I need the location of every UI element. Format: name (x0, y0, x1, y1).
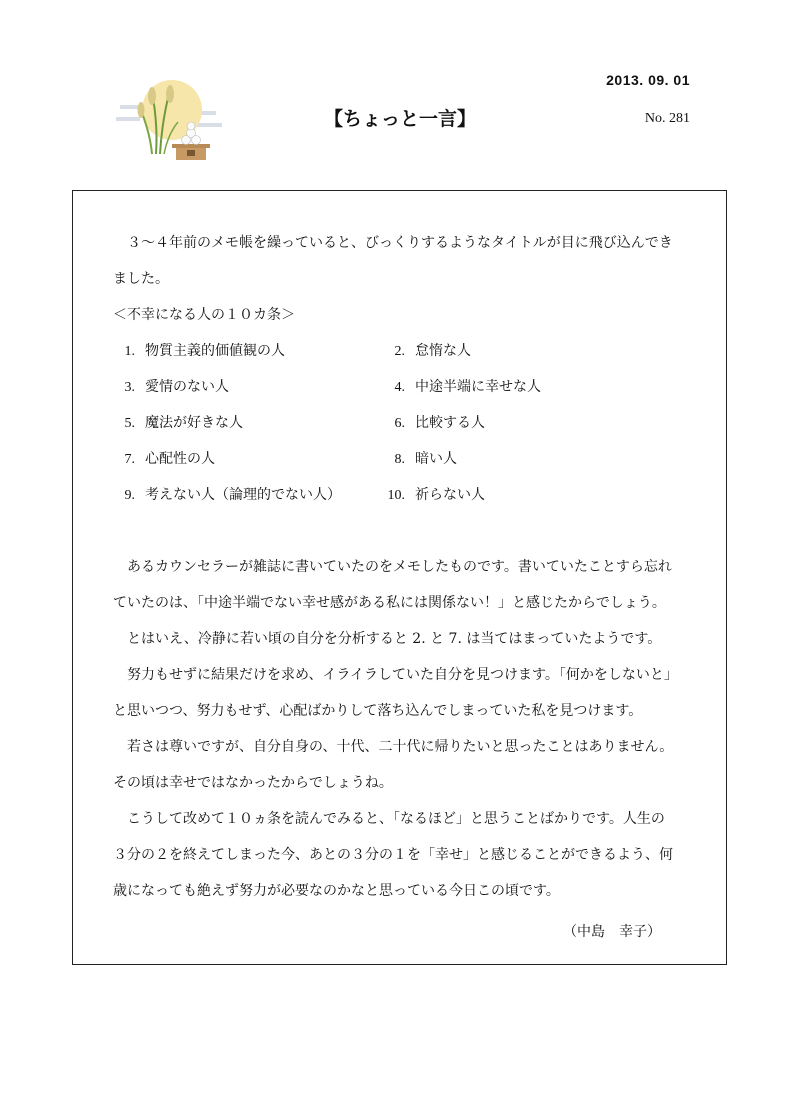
body-line: 若さは尊いですが、自分自身の、十代、二十代に帰りたいと思ったことはありません。 (113, 739, 674, 755)
list-item-number: 4. (394, 380, 405, 395)
body-line: ていたのは、「中途半端でない幸せ感がある私には関係ない！」と感じたからでしょう。 (113, 595, 666, 611)
list-item-text: 考えない人（論理的でない人） (145, 487, 341, 503)
body-line: と思いつつ、努力もせず、心配ばかりして落ち込んでしまっていた私を見つけます。 (113, 703, 643, 719)
body-line: 歳になっても絶えず努力が必要なのかなと思っている今日この頃です。 (113, 883, 560, 899)
intro-line-1: ３～４年前のメモ帳を繰っていると、びっくりするようなタイトルが目に飛び込んでき (113, 235, 673, 251)
moon-pampas-illustration (116, 78, 226, 160)
body-line: ３分の２を終えてしまった今、あとの３分の１を「幸せ」と感じることができるよう、何 (113, 847, 673, 863)
list-item-number: 3. (124, 380, 135, 395)
list-item-number: 7. (124, 452, 135, 467)
list-item-number: 6. (394, 416, 405, 431)
list-item (103, 377, 229, 398)
list-item (373, 449, 457, 470)
list-item-text: 中途半端に幸せな人 (415, 379, 541, 395)
list-item-text: 愛情のない人 (145, 379, 229, 395)
list-item-text: 物質主義的価値観の人 (145, 343, 285, 359)
list-item (373, 413, 485, 434)
article-box (72, 190, 727, 965)
list-item-text: 心配性の人 (145, 451, 215, 467)
page-title: 【ちょっと一言】 (323, 108, 476, 130)
body-line: あるカウンセラーが雑誌に書いていたのをメモしたものです。書いていたことすら忘れ (113, 559, 672, 575)
list-item-number: 8. (394, 452, 405, 467)
list-item (103, 485, 341, 506)
body-line: とはいえ、冷静に若い頃の自分を分析すると 2. と 7. は当てはまっていたようです。 (113, 631, 662, 647)
list-item (373, 485, 485, 506)
intro-line-2: ました。 (113, 271, 169, 287)
list-item-number: 1. (124, 344, 135, 359)
list-item (103, 449, 215, 470)
list-item (103, 341, 285, 362)
list-title: ＜不幸になる人の１０カ条＞ (113, 307, 295, 323)
list-item-text: 比較する人 (415, 415, 485, 431)
list-item-number: 10. (387, 488, 405, 503)
list-item-text: 怠惰な人 (415, 343, 471, 359)
body-line: こうして改めて１０ヵ条を読んでみると、「なるほど」と思うことばかりです。人生の (113, 811, 665, 827)
list-item (103, 413, 243, 434)
body-line: その頃は幸せではなかったからでしょうね。 (113, 775, 393, 791)
list-item-text: 祈らない人 (415, 487, 485, 503)
list-item-number: 9. (124, 488, 135, 503)
author-signature: （中島 幸子） (563, 924, 661, 940)
list-item (373, 341, 471, 362)
issue-number: No. 281 (644, 111, 690, 126)
list-item-number: 2. (394, 344, 405, 359)
list-item-number: 5. (124, 416, 135, 431)
header-date: 2013. 09. 01 (606, 72, 690, 88)
list-item (373, 377, 541, 398)
list-item-text: 暗い人 (415, 451, 457, 467)
body-line: 努力もせずに結果だけを求め、イライラしていた自分を見つけます。「何かをしないと」 (113, 667, 678, 683)
list-item-text: 魔法が好きな人 (145, 415, 243, 431)
